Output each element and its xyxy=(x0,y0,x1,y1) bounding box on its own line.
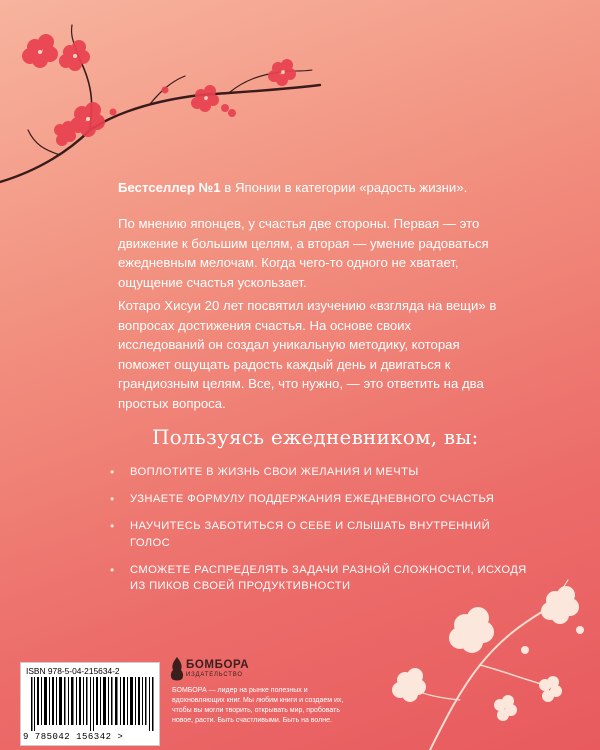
description-paragraph-2: Котаро Хисуи 20 лет посвятил изучению «взгляда на вещи» в вопросах достижения счастья. На основе своих исследований он создал уникальную методику, которая поможет ощущать радость каждый день и двигаться к грандиозным целям. Все, что нужно, — это ответить на два простых вопроса. xyxy=(118,298,497,411)
barcode-digits: 9 785042 156342 > xyxy=(23,732,124,742)
benefit-text: СМОЖЕТЕ РАСПРЕДЕЛЯТЬ ЗАДАЧИ РАЗНОЙ СЛОЖНОСТИ, ИСХОДЯ ИЗ ПИКОВ СВОЕЙ ПРОДУКТИВНОСТИ xyxy=(130,563,527,592)
barcode xyxy=(20,662,160,746)
benefits-list xyxy=(108,464,528,605)
publisher-subtitle: ИЗДАТЕЛЬСТВО xyxy=(186,672,243,678)
bullet-icon: • xyxy=(110,519,115,533)
bullet-icon: • xyxy=(110,562,115,577)
bullet-icon: • xyxy=(110,465,115,479)
benefit-text: ВОПЛОТИТЕ В ЖИЗНЬ СВОИ ЖЕЛАНИЯ И МЕЧТЫ xyxy=(130,466,419,478)
benefit-item xyxy=(108,464,528,481)
isbn-label: ISBN 978-5-04-215634-2 xyxy=(26,666,120,676)
benefit-item xyxy=(108,518,528,551)
publisher-name: БОМБОРА xyxy=(186,659,250,671)
benefit-text: УЗНАЕТЕ ФОРМУЛУ ПОДДЕРЖАНИЯ ЕЖЕДНЕВНОГО СЧАСТЬЯ xyxy=(130,493,495,505)
publisher-description: БОМБОРА — лидер на рынке полезных и вдохновляющих книг. Мы любим книги и создаем их, чтобы вы могли творить, открывать мир, пробовать новое, расти. Быть счастливыми. Быть на волне. xyxy=(172,687,344,724)
benefit-item xyxy=(108,562,528,595)
benefit-text: НАУЧИТЕСЬ ЗАБОТИТЬСЯ О СЕБЕ И СЛЫШАТЬ ВНУТРЕННИЙ ГОЛОС xyxy=(130,520,491,549)
benefit-item xyxy=(108,491,528,508)
bestseller-highlight: Бестселлер №1 xyxy=(118,180,221,195)
bullet-icon: • xyxy=(110,492,115,506)
bombora-logo-icon xyxy=(170,657,184,681)
intro-text: в Японии в категории «радость жизни». xyxy=(220,180,468,195)
description-paragraph-1: По мнению японцев, у счастья две стороны. Первая — это движение к большим целям, а вторая — умение радоваться ежедневным мелочам. Когда чего-то одного не хватает, ощущение счастья ускользает. xyxy=(118,216,489,290)
cherry-blossom-branch-illustration xyxy=(0,0,330,190)
benefits-heading: Пользуясь ежедневником, вы: xyxy=(152,425,479,449)
barcode-bars-icon xyxy=(31,677,157,731)
intro-line xyxy=(118,178,498,198)
